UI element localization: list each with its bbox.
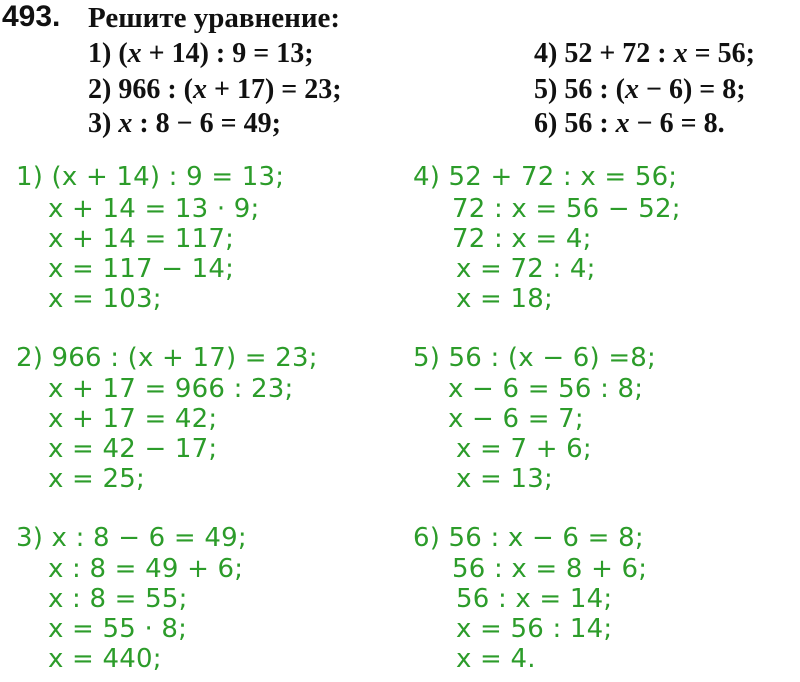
solution-line: 1) (x + 14) : 9 = 13; bbox=[16, 162, 285, 192]
solution-line: x = 4. bbox=[456, 644, 536, 674]
solution-line: x = 440; bbox=[48, 644, 162, 674]
solution-line: x = 13; bbox=[456, 464, 553, 494]
problem-text-pre: ( bbox=[118, 38, 128, 69]
problem-text-post: : 8 − 6 = 49; bbox=[132, 108, 281, 139]
problem-variable: x bbox=[192, 74, 207, 105]
problem-number: 4) bbox=[534, 38, 558, 69]
solution-line: x = 42 − 17; bbox=[48, 434, 218, 464]
solution-line: x − 6 = 56 : 8; bbox=[448, 374, 644, 404]
problem-text-pre: 56 : bbox=[564, 108, 616, 139]
problem-5 bbox=[534, 74, 746, 106]
solution-line: 6) 56 : x − 6 = 8; bbox=[413, 523, 644, 553]
solution-line: 72 : x = 56 − 52; bbox=[452, 194, 681, 224]
problem-3 bbox=[88, 108, 281, 140]
solution-line: x + 17 = 42; bbox=[48, 404, 218, 434]
problem-2 bbox=[88, 74, 342, 106]
problem-6 bbox=[534, 108, 725, 140]
problem-number: 5) bbox=[534, 74, 558, 105]
solution-line: 2) 966 : (x + 17) = 23; bbox=[16, 343, 318, 373]
problem-4 bbox=[534, 38, 755, 70]
problem-number: 1) bbox=[88, 38, 112, 69]
solution-line: x : 8 = 49 + 6; bbox=[48, 554, 244, 584]
solution-line: x : 8 = 55; bbox=[48, 584, 188, 614]
solution-line: x + 14 = 117; bbox=[48, 224, 235, 254]
problem-text-pre: 52 + 72 : bbox=[564, 38, 674, 69]
solution-line: x = 7 + 6; bbox=[456, 434, 592, 464]
solution-line: x = 55 · 8; bbox=[48, 614, 188, 644]
task-number: 493. bbox=[2, 0, 61, 33]
problem-text-post: = 56; bbox=[687, 38, 755, 69]
solution-line: x = 117 − 14; bbox=[48, 254, 235, 284]
problem-text-post: − 6) = 8; bbox=[638, 74, 746, 105]
problem-variable: x bbox=[127, 38, 142, 69]
problem-text-pre: 56 : ( bbox=[564, 74, 625, 105]
problem-number: 2) bbox=[88, 74, 112, 105]
problem-text-post: − 6 = 8. bbox=[629, 108, 725, 139]
solution-line: 56 : x = 14; bbox=[456, 584, 613, 614]
problem-text-pre: 966 : ( bbox=[118, 74, 193, 105]
problem-variable: x bbox=[615, 108, 630, 139]
solution-line: x = 25; bbox=[48, 464, 145, 494]
solution-line: 72 : x = 4; bbox=[452, 224, 592, 254]
solution-line: x + 14 = 13 · 9; bbox=[48, 194, 260, 224]
solution-line: x = 103; bbox=[48, 284, 162, 314]
solution-line: 56 : x = 8 + 6; bbox=[452, 554, 648, 584]
problem-variable: x bbox=[118, 108, 133, 139]
solution-line: 4) 52 + 72 : x = 56; bbox=[413, 162, 678, 192]
solution-line: 3) x : 8 − 6 = 49; bbox=[16, 523, 247, 553]
problem-number: 6) bbox=[534, 108, 558, 139]
task-title: Решите уравнение: bbox=[88, 2, 341, 34]
problem-1 bbox=[88, 38, 314, 70]
solution-line: x − 6 = 7; bbox=[448, 404, 584, 434]
solution-line: 5) 56 : (x − 6) =8; bbox=[413, 343, 657, 373]
solution-line: x = 56 : 14; bbox=[456, 614, 613, 644]
solution-line: x = 18; bbox=[456, 284, 553, 314]
problem-variable: x bbox=[624, 74, 639, 105]
problem-number: 3) bbox=[88, 108, 112, 139]
problem-text-post: + 14) : 9 = 13; bbox=[141, 38, 314, 69]
problem-variable: x bbox=[673, 38, 688, 69]
problem-text-post: + 17) = 23; bbox=[206, 74, 342, 105]
solution-line: x + 17 = 966 : 23; bbox=[48, 374, 294, 404]
solution-line: x = 72 : 4; bbox=[456, 254, 596, 284]
